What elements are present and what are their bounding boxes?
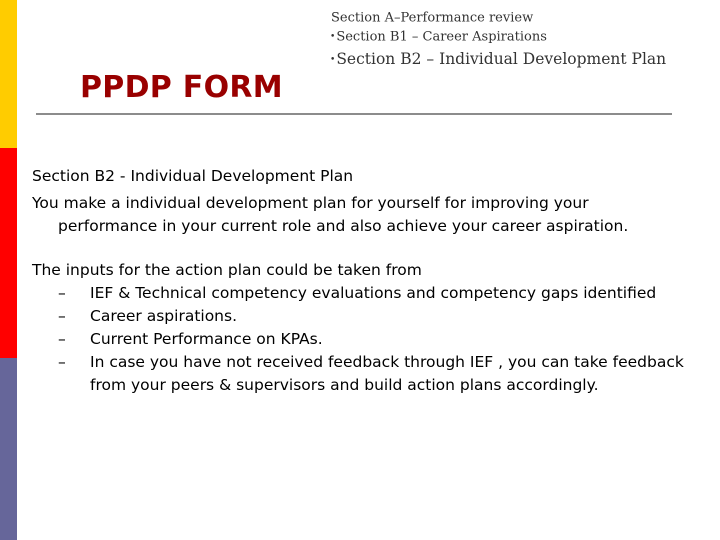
nav-item-section-b2 <box>330 48 666 71</box>
intro-line: You make a individual development plan for yourself for improving your <box>32 194 589 212</box>
dash-bullet-icon: – <box>58 330 66 348</box>
nav-item-label: Section B2 – Individual Development Plan <box>336 50 667 68</box>
nav-item-label: Section B1 – Career Aspirations <box>336 29 547 44</box>
section-navigation <box>330 9 666 71</box>
accent-strip-yellow <box>0 0 17 148</box>
bullet-icon: • <box>330 31 336 42</box>
list-item-text: Current Performance on KPAs. <box>90 330 323 348</box>
page-title: PPDP FORM <box>80 70 283 105</box>
list-item-text: In case you have not received feedback through IEF , you can take feedback from your peers & supervisors and build action plans accordingly. <box>90 353 684 394</box>
nav-item-section-a <box>330 9 666 28</box>
inputs-intro: The inputs for the action plan could be taken from <box>32 261 422 279</box>
list-item <box>32 351 692 397</box>
inputs-list <box>32 282 692 397</box>
list-item <box>32 282 692 305</box>
intro-line: performance in your current role and also achieve your career aspiration. <box>58 217 629 235</box>
accent-strip-blue <box>0 358 17 540</box>
list-item-text: IEF & Technical competency evaluations and competency gaps identified <box>90 284 657 302</box>
slide-content <box>32 165 692 397</box>
list-item <box>32 328 692 351</box>
section-heading: Section B2 - Individual Development Plan <box>32 167 354 185</box>
title-divider <box>36 113 672 115</box>
inputs-block <box>32 259 692 397</box>
dash-bullet-icon: – <box>58 284 66 302</box>
accent-strip-red <box>0 148 17 358</box>
intro-paragraph <box>32 192 692 238</box>
nav-item-section-b1 <box>330 28 666 47</box>
dash-bullet-icon: – <box>58 353 66 371</box>
bullet-icon: • <box>330 55 336 65</box>
dash-bullet-icon: – <box>58 307 66 325</box>
list-item-text: Career aspirations. <box>90 307 238 325</box>
nav-item-label: Section A–Performance review <box>331 10 534 26</box>
list-item <box>32 305 692 328</box>
